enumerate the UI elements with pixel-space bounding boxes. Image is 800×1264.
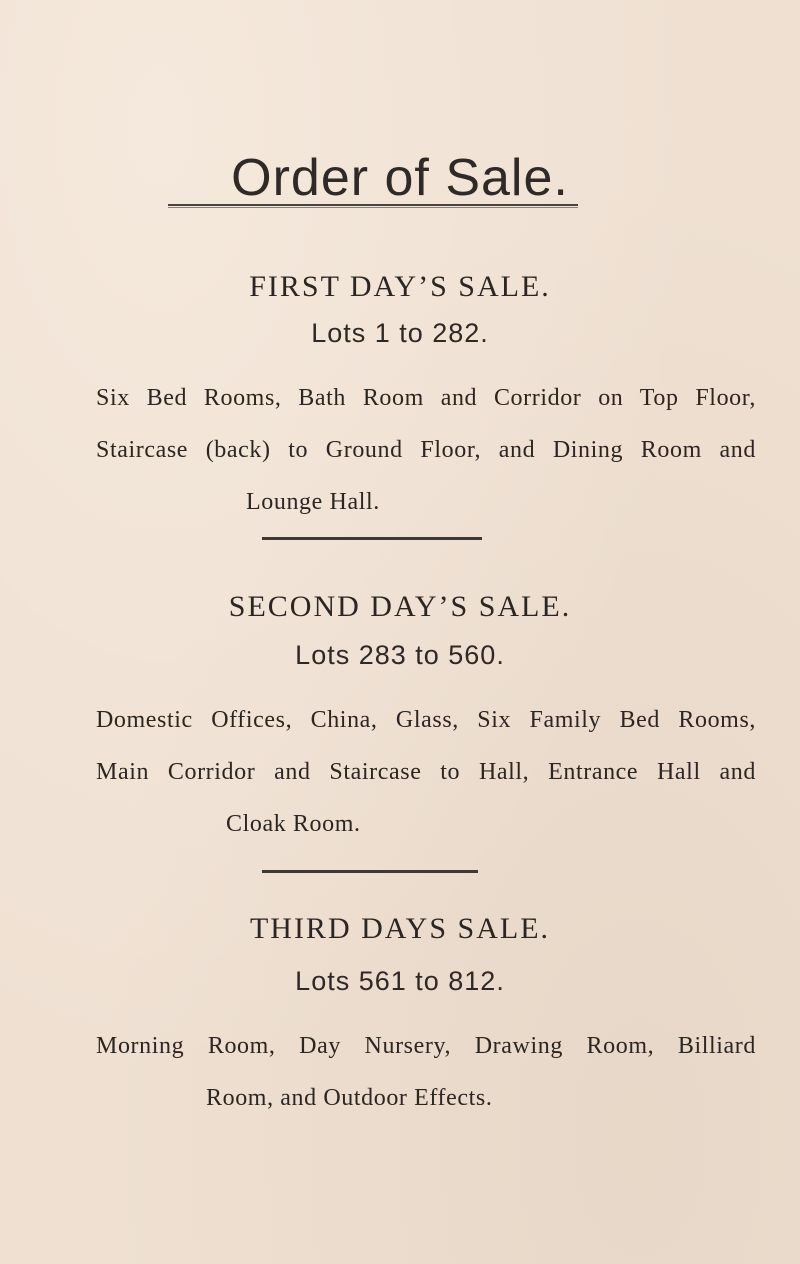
third-day-line-1: Morning Room, Day Nursery, Drawing Room, Billiard bbox=[96, 1033, 756, 1059]
third-day-line-2: Room, and Outdoor Effects. bbox=[206, 1085, 493, 1111]
first-day-line-3: Lounge Hall. bbox=[246, 489, 380, 515]
first-day-description bbox=[96, 372, 756, 528]
first-day-lots: Lots 1 to 282. bbox=[311, 318, 489, 348]
second-day-line-3: Cloak Room. bbox=[226, 811, 361, 837]
first-day-heading: FIRST DAY’S SALE. bbox=[249, 270, 551, 303]
second-day-description bbox=[96, 694, 756, 850]
section-divider-1 bbox=[262, 537, 482, 540]
second-day-line-2: Main Corridor and Staircase to Hall, Entrance Hall and bbox=[96, 759, 756, 785]
third-day-description bbox=[96, 1020, 756, 1124]
page-title: Order of Sale. bbox=[231, 149, 569, 207]
first-day-line-2: Staircase (back) to Ground Floor, and Dining Room and bbox=[96, 437, 756, 463]
third-day-lots: Lots 561 to 812. bbox=[295, 966, 505, 996]
section-divider-2 bbox=[262, 870, 478, 873]
second-day-heading: SECOND DAY’S SALE. bbox=[228, 590, 572, 623]
first-day-line-1: Six Bed Rooms, Bath Room and Corridor on Top Floor, bbox=[96, 385, 756, 411]
second-day-line-1: Domestic Offices, China, Glass, Six Family Bed Rooms, bbox=[96, 707, 756, 733]
title-underline-fine bbox=[168, 207, 578, 208]
third-day-heading: THIRD DAYS SALE. bbox=[249, 912, 551, 945]
second-day-lots: Lots 283 to 560. bbox=[295, 640, 505, 670]
title-underline bbox=[168, 204, 578, 206]
